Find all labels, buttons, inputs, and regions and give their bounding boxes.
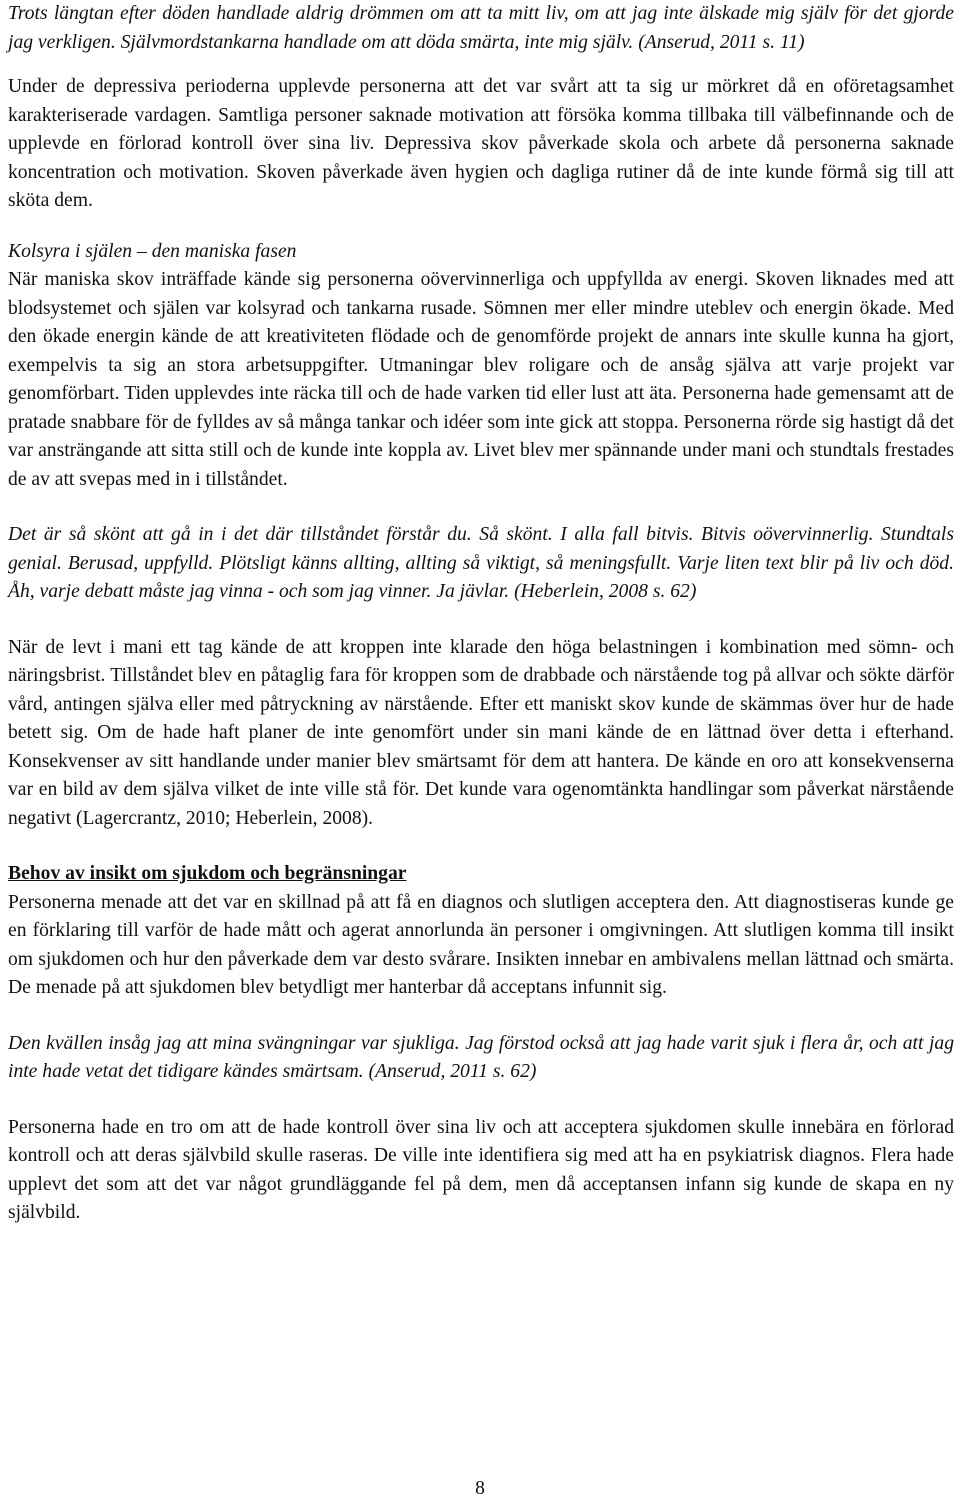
quote-anserud-11: Trots längtan efter döden handlade aldrig drömmen om att ta mitt liv, om att jag inte älskade mig själv för det gjorde jag verkligen. Självmordstankarna handlade om att döda smärta, inte mig själv. (Anserud, 2011 s. 11) (8, 3, 954, 53)
paragraph-self-image: Personerna hade en tro om att de hade kontroll över sina liv och att acceptera sjukdomen skulle innebära en förlorad kontroll och att deras självbild skulle raseras. De ville inte identifiera sig med att ha en psykiatrisk diagnos. Flera hade upplevt det som att det var något grundläggande fel på dem, men då acceptansen infann sig kunde de skapa en ny självbild. (8, 1116, 954, 1223)
paragraph-diagnosis-acceptance: Personerna menade att det var en skillnad på att få en diagnos och slutligen acceptera den. Att diagnostiseras kunde ge en förklaring till varför de hade mått och agerat annorlunda än personer i omgivningen. Att slutligen komma till insikt om sjukdomen och hur den påverkade dem var desto svårare. Insikten innebar en ambivalens mellan lättnad och smärta. De menade på att sjukdomen blev betydligt mer hanterbar då acceptans infunnit sig. (8, 891, 954, 998)
subheading-manic-phase: Kolsyra i själen – den maniska fasen (8, 240, 297, 262)
paragraph-after-mania: När de levt i mani ett tag kände de att kroppen inte klarade den höga belastningen i kombination med sömn- och näringsbrist. Tillståndet blev en påtaglig fara för kroppen som de drabbade och närstående tog på allvar och sökte därför vård, antingen själva eller med påtryckning av närstående. Efter ett maniskt skov kunde de skämmas över hur de hade betett sig. Om de hade haft planer de inte genomfört under sin mani kände de en lättnad över detta i efterhand. Konsekvenser av sitt handlande under manier blev smärtsamt för dem att hantera. De kände en oro att konsekvenserna var en bild av dem själva vilket de inte ville stå för. Det kunde vara ogenomtänkta handlingar som påverkat närstående negativt (Lagercrantz, 2010; Heberlein, 2008). (8, 636, 954, 829)
paragraph-manic-episodes: När maniska skov inträffade kände sig personerna oövervinnerliga och uppfyllda av energi. Skoven liknades med att blodsystemet och själen var kolsyrad och tankarna rusade. Sömnen mer eller mindre uteblev och energin ökade. Med den ökade energin kände de att kreativiteten flödade och de genomförde projekt de annars inte skulle kunna ha gjort, exempelvis ta sig an stora arbetsuppgifter. Utmaningar blev roligare och de ansåg själva att varje projekt var genomförbart. Tiden upplevdes inte räcka till och de hade varken tid eller lust att äta. Personerna hade gemensamt att de pratade snabbare för de fylldes av så många tankar och idéer som inte gick att stoppa. Personerna rörde sig hastigt då det var ansträngande att sitta still och de kunde inte koppla av. Livet blev mer spännande under mani och stundtals frestades de av att svepas med in i tillståndet. (8, 269, 954, 490)
section-heading-text: Behov av insikt om sjukdom och begränsningar (8, 863, 407, 884)
quote-anserud-62: Den kvällen insåg jag att mina svängningar var sjukliga. Jag förstod också att jag hade varit sjuk i flera år, och att jag inte hade vetat det tidigare kändes smärtsam. (Anserud, 2011 s. 62) (8, 1032, 954, 1082)
quote-heberlein-62: Det är så skönt att gå in i det där tillståndet förstår du. Så skönt. I alla fall bitvis. Bitvis oövervinnerlig. Stundtals genial. Berusad, uppfylld. Plötsligt känns allting, allting så viktigt, så meningsfullt. Varje liten text blir på liv och död. Åh, varje debatt måste jag vinna - och som jag vinner. Ja jävlar. (Heberlein, 2008 s. 62) (8, 524, 954, 602)
document-page (8, 0, 954, 1228)
page-number: 8 (475, 1478, 485, 1499)
section-heading-insight (8, 860, 954, 889)
paragraph-depressive-periods: Under de depressiva perioderna upplevde personerna att det var svårt att ta sig ur mörkret då en oföretagsamhet karakteriserade vardagen. Samtliga personer saknade motivation att försöka komma tillbaka till välbefinnande och de upplevde en förlorad kontroll över sina liv. Depressiva skov påverkade skola och arbete då personerna saknade koncentration och motivation. Skoven påverkade även hygien och dagliga rutiner då de inte kunde förmå sig till att sköta dem. (8, 76, 954, 211)
